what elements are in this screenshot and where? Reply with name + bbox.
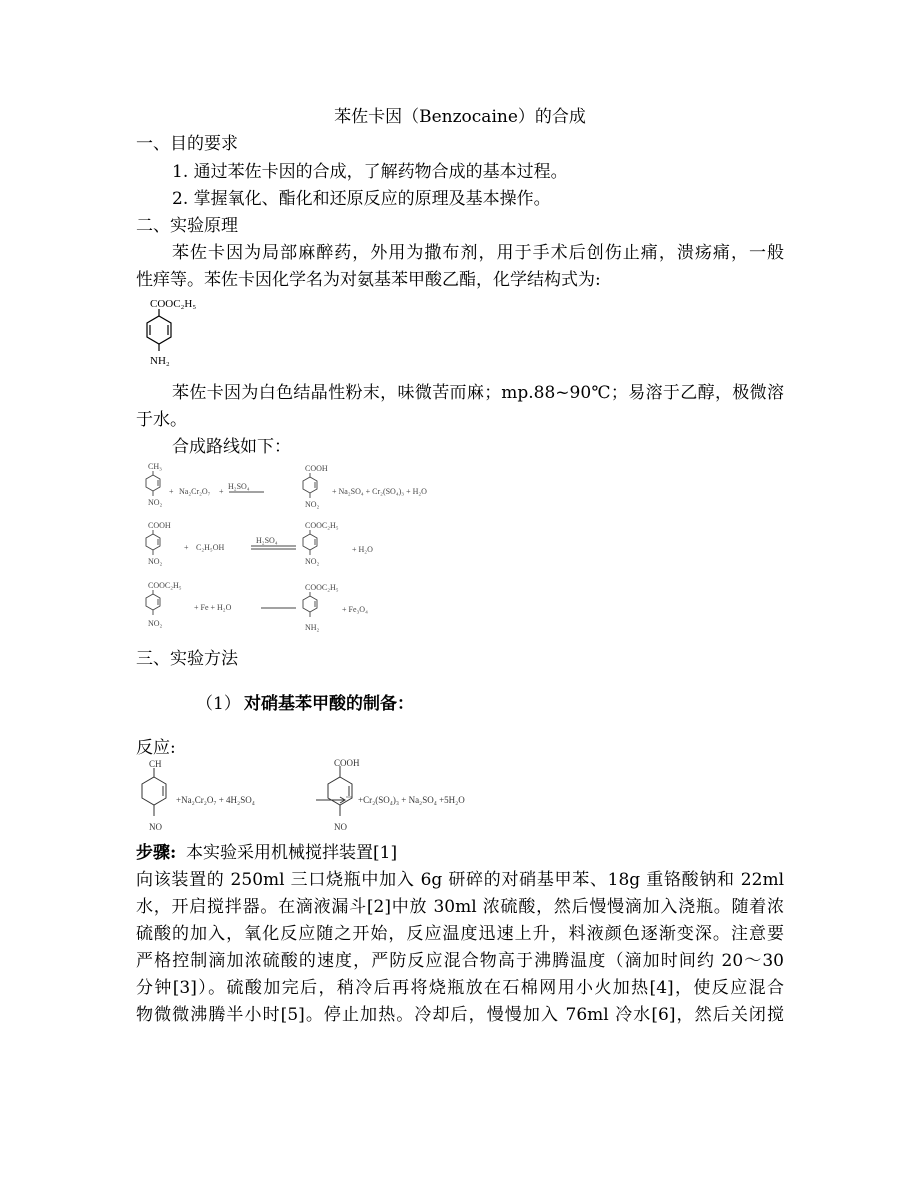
route-r2-product-bottom: NO₂ <box>305 557 320 566</box>
synthesis-route-scheme <box>136 462 476 640</box>
route-r2-sm-top: COOH <box>148 521 171 530</box>
route-r1-sm-top: CH₃ <box>148 462 162 471</box>
steps-line-1: 向该装置的 250ml 三口烧瓶中加入 6g 研碎的对硝基甲苯、18g 重铬酸钠和 22ml <box>136 870 784 890</box>
oxidation-sm-top: CH <box>149 759 162 769</box>
steps-line-2: 水，开启搅拌器。在滴液漏斗[2]中放 30ml 浓硫酸，然后慢慢滴加入浇瓶。随着浓 <box>136 897 784 917</box>
route-r2-catalyst: H₂SO₄ <box>256 536 278 545</box>
oxidation-product-bottom: NO <box>334 822 347 832</box>
route-r2-sm-bottom: NO₂ <box>148 557 163 566</box>
route-r1-byproducts: + Na₂SO₄ + Cr₂(SO₄)₃ + H₂O <box>332 487 427 496</box>
benzocaine-structure <box>136 296 226 374</box>
oxidation-sm-bottom: NO <box>149 822 162 832</box>
route-r1-plus-2: + <box>219 487 224 496</box>
route-reaction-1 <box>146 462 427 509</box>
principle-para-line-1: 苯佐卡因为局部麻醉药，外用为撒布剂，用于手术后创伤止痛，溃疡痛，一般 <box>172 243 784 263</box>
route-r3-product-top: COOC₂H₅ <box>305 583 339 592</box>
route-r3-product-bottom: NH₂ <box>305 623 320 632</box>
steps-line-5: 分钟[3]）。硫酸加完后，稍冷后再将烧瓶放在石棉网用小火加热[4]，使反应混合 <box>136 978 784 998</box>
route-r1-product-bottom: NO₂ <box>305 500 320 509</box>
benzocaine-bottom-group: NH₂ <box>150 355 170 367</box>
route-intro: 合成路线如下： <box>172 437 291 457</box>
route-r1-reagent-1: Na₂Cr₂O₇ <box>179 487 211 496</box>
reaction-label: 反应: <box>136 738 176 758</box>
route-r3-reagents: + Fe + H₂O <box>194 603 232 612</box>
route-r1-plus-1: + <box>169 487 174 496</box>
principle-para-line-2: 性痒等。苯佐卡因化学名为对氨基苯甲酸乙酯，化学结构式为: <box>136 270 601 290</box>
steps-line-4: 严格控制滴加浓硫酸的速度，严防反应混合物高于沸腾温度（滴加时间约 20～30 <box>136 951 784 971</box>
route-r1-product-top: COOH <box>305 464 328 473</box>
oxidation-reagents: +Na₂Cr₂O₇ + 4H₂SO₄ <box>176 795 255 805</box>
section-1-heading: 一、目的要求 <box>136 134 238 154</box>
objective-item-2: 2. 掌握氧化、酯化和还原反应的原理及基本操作。 <box>172 189 551 209</box>
route-r3-byproduct: + Fe₃O₄ <box>342 605 368 614</box>
property-para-line-2: 于水。 <box>136 410 187 430</box>
oxidation-byproducts: +Cr₂(SO₄)₃ + Na₂SO₄ +5H₂O <box>358 795 465 805</box>
section-2-heading: 二、实验原理 <box>136 216 238 236</box>
section-3-heading: 三、实验方法 <box>136 649 238 669</box>
route-r1-sm-bottom: NO₂ <box>148 498 163 507</box>
benzocaine-top-group: COOC₂H₅ <box>150 298 197 310</box>
page-title: 苯佐卡因（Benzocaine）的合成 <box>334 107 586 127</box>
subsection-1-title: 对硝基苯甲酸的制备： <box>244 694 414 714</box>
route-r3-sm-top: COOC₂H₅ <box>148 581 182 590</box>
property-para-line-1: 苯佐卡因为白色结晶性粉末，味微苦而麻；mp.88~90℃；易溶于乙醇，极微溶 <box>172 383 784 403</box>
route-r3-sm-bottom: NO₂ <box>148 619 163 628</box>
objective-item-1: 1. 通过苯佐卡因的合成，了解药物合成的基本过程。 <box>172 162 568 182</box>
steps-intro: 本实验采用机械搅拌装置[1] <box>186 843 398 863</box>
steps-line-3: 硫酸的加入，氧化反应随之开始，反应温度迅速上升，料液颜色逐渐变深。注意要 <box>136 924 784 944</box>
subsection-1-number: （1） <box>196 694 241 714</box>
route-r2-byproduct: + H₂O <box>352 545 373 554</box>
steps-label: 步骤: <box>136 843 177 863</box>
route-reaction-2 <box>146 521 373 566</box>
route-reaction-3 <box>146 581 368 632</box>
oxidation-reaction-scheme <box>136 758 496 836</box>
route-r2-reagent: C₂H₅OH <box>196 543 225 552</box>
route-r1-reagent-2: H₂SO₄ <box>228 482 250 491</box>
steps-line-6: 物微微沸腾半小时[5]。停止加热。冷却后，慢慢加入 76ml 冷水[6]，然后关闭搅 <box>136 1005 784 1025</box>
oxidation-product-top: COOH <box>334 758 360 768</box>
route-r2-plus: + <box>184 543 189 552</box>
route-r2-product-top: COOC₂H₅ <box>305 521 339 530</box>
